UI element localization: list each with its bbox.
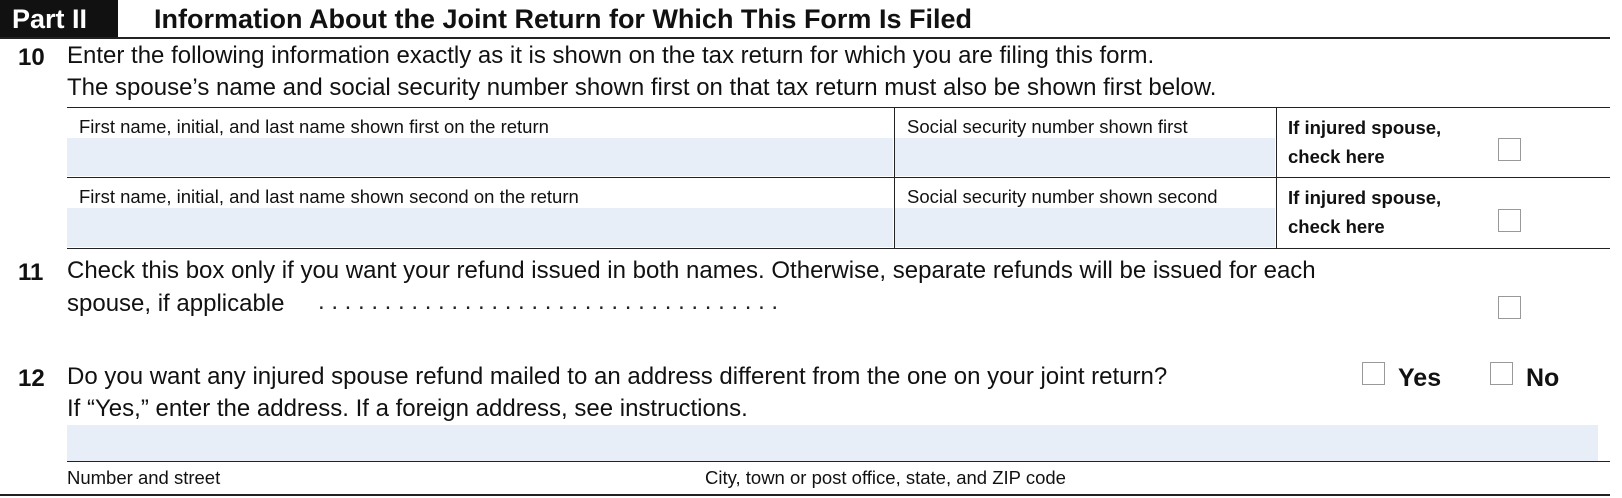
line-10-number: 10	[18, 44, 45, 71]
line-12-text-2: If “Yes,” enter the address. If a foreign address, see instructions.	[67, 395, 748, 422]
line-10-text-2: The spouse’s name and social security number shown first on that tax return must also be shown first below.	[67, 74, 1217, 101]
city-label: City, town or post office, state, and ZIP code	[705, 467, 1066, 488]
part-header-rule	[0, 37, 1610, 39]
second-injured-flag-line1: If injured spouse,	[1288, 187, 1442, 208]
line-10-row-divider	[67, 177, 1610, 178]
first-injured-spouse-checkbox[interactable]	[1498, 138, 1521, 161]
yes-label: Yes	[1398, 364, 1442, 392]
first-spouse-name-field[interactable]	[67, 138, 893, 176]
first-injured-flag-line1: If injured spouse,	[1288, 117, 1442, 138]
second-ssn-field[interactable]	[895, 208, 1275, 247]
no-checkbox[interactable]	[1490, 362, 1513, 385]
second-injured-spouse-checkbox[interactable]	[1498, 209, 1521, 232]
line-12-text-1: Do you want any injured spouse refund mailed to an address different from the one on your joint return?	[67, 363, 1168, 390]
first-injured-flag-line2: check here	[1288, 146, 1385, 167]
first-injured-flag-label	[1288, 113, 1441, 171]
second-spouse-name-field[interactable]	[67, 208, 893, 247]
street-label: Number and street	[67, 467, 221, 488]
second-name-label: First name, initial, and last name shown second on the return	[79, 186, 579, 207]
second-ssn-label: Social security number shown second	[907, 186, 1218, 207]
part-title: Information About the Joint Return for Which This Form Is Filed	[154, 4, 972, 34]
second-injured-flag-label	[1288, 183, 1441, 241]
first-ssn-field[interactable]	[895, 138, 1275, 176]
line-10-table-top-rule	[67, 107, 1610, 108]
second-injured-flag-line2: check here	[1288, 216, 1385, 237]
bottom-rule	[0, 494, 1610, 496]
line-11-text-1: Check this box only if you want your refund issued in both names. Otherwise, separate refunds will be issued for each	[67, 257, 1316, 284]
line-12-number: 12	[18, 365, 45, 392]
line-11-dot-leader: . . . . . . . . . . . . . . . . . . . . . . . . . . . . . . . . . . .	[318, 288, 779, 315]
address-field[interactable]	[67, 425, 1598, 461]
yes-checkbox[interactable]	[1362, 362, 1385, 385]
address-rule	[67, 461, 1610, 462]
no-label: No	[1526, 364, 1560, 392]
line-11-number: 11	[18, 259, 44, 286]
line-10-table-bottom-rule	[67, 248, 1610, 249]
first-ssn-label: Social security number shown first	[907, 116, 1188, 137]
refund-both-names-checkbox[interactable]	[1498, 296, 1521, 319]
first-name-label: First name, initial, and last name shown first on the return	[79, 116, 549, 137]
line-10-text-1: Enter the following information exactly as it is shown on the tax return for which you are filing this form.	[67, 42, 1155, 69]
line-11-text-2: spouse, if applicable	[67, 290, 285, 317]
part-badge: Part II	[0, 0, 118, 38]
